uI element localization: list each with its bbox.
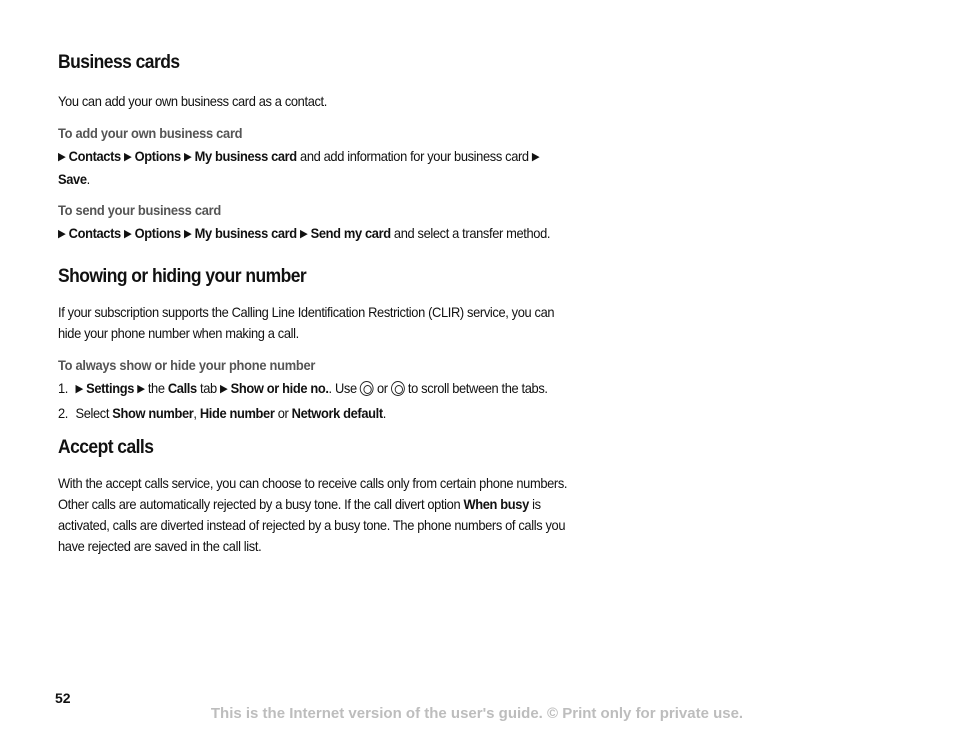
navigation-key-left-icon [360, 381, 374, 396]
steps-list [58, 378, 578, 424]
arrow-icon: ▶ [137, 383, 145, 395]
send-business-card-step [58, 223, 573, 246]
step-text: and select a transfer method. [390, 225, 551, 241]
arrow-icon: ▶ [124, 151, 132, 163]
accept-calls-text [58, 473, 573, 557]
step-text: or [373, 380, 391, 396]
add-business-card-step [58, 146, 573, 190]
menu-my-business-card: My business card [194, 225, 297, 241]
subtitle-send-business-card: To send your business card [58, 202, 221, 218]
step-text: and add information for your business card [296, 148, 532, 164]
menu-calls: Calls [167, 380, 197, 396]
option-hide-number: Hide number [199, 405, 275, 421]
page-number: 52 [55, 690, 71, 706]
step-number: 1. [58, 380, 69, 396]
menu-send-my-card: Send my card [310, 225, 391, 241]
option-show-number: Show number [112, 405, 194, 421]
list-item [58, 378, 591, 401]
navigation-key-right-icon [391, 381, 405, 396]
subtitle-show-hide-number: To always show or hide your phone number [58, 357, 316, 373]
footer-notice: This is the Internet version of the user's guide. © Print only for private use. [210, 705, 744, 722]
body-text: is activated, calls are diverted instead of rejected by a busy tone. The phone numbers of calls you have rejected are saved in the call list. [58, 496, 566, 554]
menu-my-business-card: My business card [194, 148, 297, 164]
section-title-accept-calls: Accept calls [58, 437, 154, 458]
menu-contacts: Contacts [68, 148, 121, 164]
menu-options: Options [134, 225, 181, 241]
list-item [58, 403, 591, 424]
arrow-icon: ▶ [300, 228, 308, 240]
menu-settings: Settings [86, 380, 134, 396]
step-text: to scroll between the tabs. [404, 380, 548, 396]
body-text: With the accept calls service, you can choose to receive calls only from certain phone numbers. Other calls are automatically rejected by a busy tone. If the call divert option [58, 475, 568, 512]
menu-save: Save [58, 171, 87, 187]
option-when-busy: When busy [463, 496, 529, 512]
arrow-icon: ▶ [183, 151, 192, 163]
business-cards-intro: You can add your own business card as a contact. [58, 93, 327, 109]
step-text: the [144, 380, 168, 396]
period: . [382, 405, 386, 421]
step-number: 2. [58, 405, 69, 421]
menu-show-or-hide-no: Show or hide no. [230, 380, 329, 396]
arrow-icon: ▶ [75, 383, 83, 395]
step-text: tab [196, 380, 221, 396]
arrow-icon: ▶ [58, 151, 66, 163]
arrow-icon: ▶ [531, 151, 540, 163]
step-text: . Use [328, 380, 360, 396]
option-network-default: Network default [291, 405, 383, 421]
arrow-icon: ▶ [220, 383, 228, 395]
page-content [58, 52, 578, 557]
step-text: Select [75, 405, 113, 421]
section-title-showing-number: Showing or hiding your number [58, 266, 307, 287]
subtitle-add-business-card: To add your own business card [58, 125, 243, 141]
step-text: or [274, 405, 292, 421]
showing-number-intro: If your subscription supports the Calling Line Identification Restriction (CLIR) service, you can hide your phone number when making a call. [58, 304, 555, 341]
period: . [86, 171, 90, 187]
arrow-icon: ▶ [58, 228, 66, 240]
arrow-icon: ▶ [183, 228, 192, 240]
arrow-icon: ▶ [124, 228, 132, 240]
step-text: , [193, 405, 200, 421]
section-title-business-cards: Business cards [58, 52, 180, 73]
menu-options: Options [134, 148, 181, 164]
menu-contacts: Contacts [68, 225, 121, 241]
